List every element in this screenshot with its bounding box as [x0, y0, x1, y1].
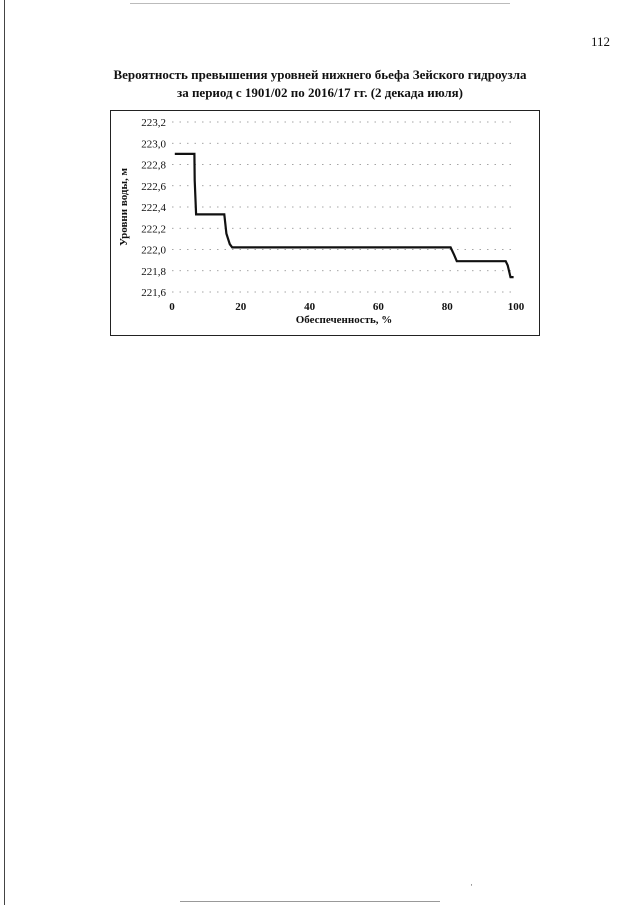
y-tick-label: 221,6 [141, 287, 166, 299]
x-tick-label: 100 [507, 301, 525, 313]
x-tick-label: 80 [441, 301, 453, 313]
y-tick-label: 222,8 [141, 159, 166, 172]
chart-title-line-1: Вероятность превышения уровней нижнего бьефа Зейского гидроузла [113, 67, 527, 82]
x-tick-label: 20 [235, 301, 247, 313]
x-tick-label: 40 [304, 301, 316, 313]
series-line [175, 154, 514, 277]
y-tick-label: 222,6 [141, 180, 166, 193]
x-tick-label: 60 [372, 301, 384, 313]
page-number: 112 [590, 34, 610, 49]
chart-title-line-2: за период с 1901/02 по 2016/17 гг. (2 декада июля) [176, 85, 464, 100]
x-axis-label: Обеспеченность, % [295, 314, 393, 326]
y-tick-label: 222,4 [141, 202, 166, 214]
y-tick-label: 221,8 [141, 265, 166, 278]
y-tick-label: 223,0 [141, 138, 166, 151]
y-axis-label: Уровни воды, м [118, 167, 130, 247]
scan-speck: · [470, 880, 473, 890]
x-tick-label: 0 [169, 301, 175, 313]
y-tick-label: 222,2 [141, 223, 166, 236]
y-tick-label: 223,2 [141, 117, 166, 129]
y-tick-label: 222,0 [141, 244, 166, 257]
